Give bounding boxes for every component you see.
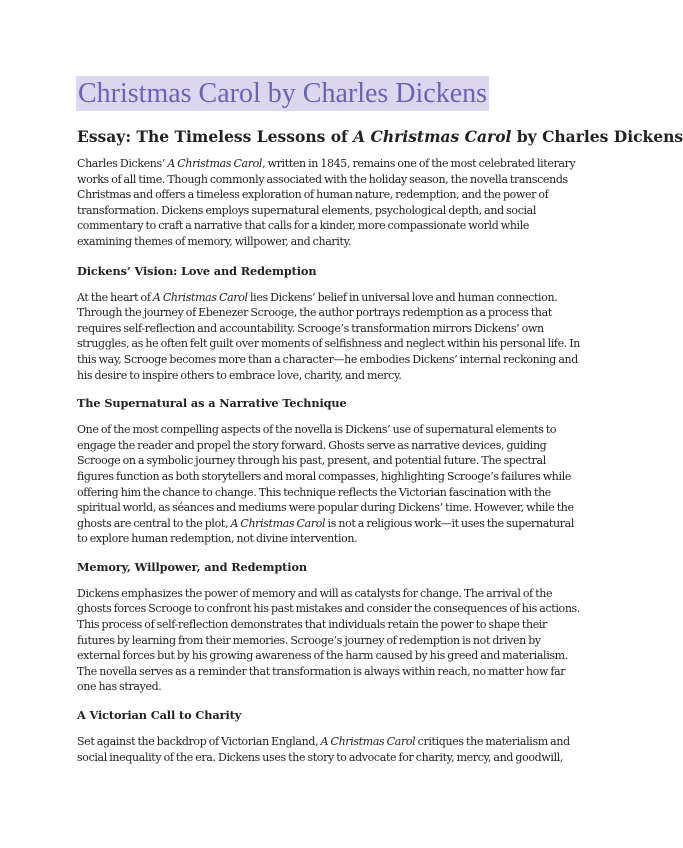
essay-title — [77, 127, 683, 147]
section-paragraph-vision — [77, 290, 583, 384]
section-heading-vision: Dickens’ Vision: Love and Redemption — [77, 263, 317, 278]
supernatural-text-end: is not a religious work—it uses the supernatural to explore human redemption, not divine intervention. — [77, 516, 574, 546]
section-heading-charity: A Victorian Call to Charity — [77, 708, 242, 723]
section-paragraph-supernatural — [77, 422, 583, 547]
essay-title-suffix: by Charles Dickens — [511, 127, 683, 146]
work-title-italic: A Christmas Carol — [320, 735, 416, 749]
intro-text-end: , written in 1845, remains one of the most celebrated literary works of all time. Though commonly associated with the holiday season, the novella transcends Christmas and offers a timeless exploration of human nature, redemption, and the power of transformation. Dickens employs supernatural elements, psychological depth, and social commentary to craft a narrative that calls for a kinder, more compassionate world while examining themes of memory, willpower, and charity. — [77, 157, 576, 248]
supernatural-text-start: One of the most compelling aspects of the novella is Dickens’ use of supernatural elements to engage the reader and propel the story forward. Ghosts serve as narrative devices, guiding Scrooge on a symbolic journey through his past, present, and potential future. The spectral figures function as both storytellers and moral compasses, highlighting Scrooge’s failures while offering him the chance to change. This technique reflects the Victorian fascination with the spiritual world, as séances and mediums were popular during Dickens’ time. However, while the ghosts are central to the plot, — [77, 423, 574, 530]
work-title-italic: A Christmas Carol — [167, 157, 263, 170]
intro-paragraph — [77, 156, 583, 250]
charity-text-start: Set against the backdrop of Victorian England, — [77, 735, 321, 749]
section-paragraph-memory: Dickens emphasizes the power of memory and will as catalysts for change. The arrival of the ghosts forces Scrooge to confront his past mistakes and consider the consequences of his actions. This process of self-reflection demonstrates that individuals retain the power to shape their futures by learning from their memories. Scrooge’s journey of redemption is not driven by external forces but by his growing awareness of the harm caused by his greed and materialism. The novella serves as a reminder that transformation is always within reach, no matter how far one has strayed. — [77, 586, 580, 694]
section-heading-supernatural: The Supernatural as a Narrative Technique — [77, 396, 347, 411]
essay-title-prefix: Essay: The Timeless Lessons of — [77, 127, 354, 146]
work-title-italic: A Christmas Carol — [152, 290, 248, 304]
document-title: Christmas Carol by Charles Dickens — [78, 78, 488, 109]
essay-body — [77, 156, 583, 765]
work-title-italic: A Christmas Carol — [230, 516, 326, 530]
vision-text-end: lies Dickens’ belief in universal love and human connection. Through the journey of Ebenezer Scrooge, the author portrays redemption as a process that requires self-reflection and accountability. Scrooge’s transformation mirrors Dickens’ own struggles, as he often felt guilt over moments of selfishness and neglect within his personal life. In this way, Scrooge becomes more than a character—he embodies Dickens’ internal reckoning and his desire to inspire others to embrace love, charity, and mercy. — [77, 290, 581, 382]
vision-text-start: At the heart of — [77, 290, 153, 304]
section-heading-memory: Memory, Willpower, and Redemption — [77, 559, 308, 574]
charity-text-end: critiques the materialism and social inequality of the era. Dickens uses the story to advocate for charity, mercy, and goodwill, — [77, 735, 570, 764]
essay-title-work: A Christmas Carol — [353, 127, 512, 146]
section-paragraph-charity — [77, 734, 583, 765]
intro-text-start: Charles Dickens’ — [77, 157, 168, 170]
